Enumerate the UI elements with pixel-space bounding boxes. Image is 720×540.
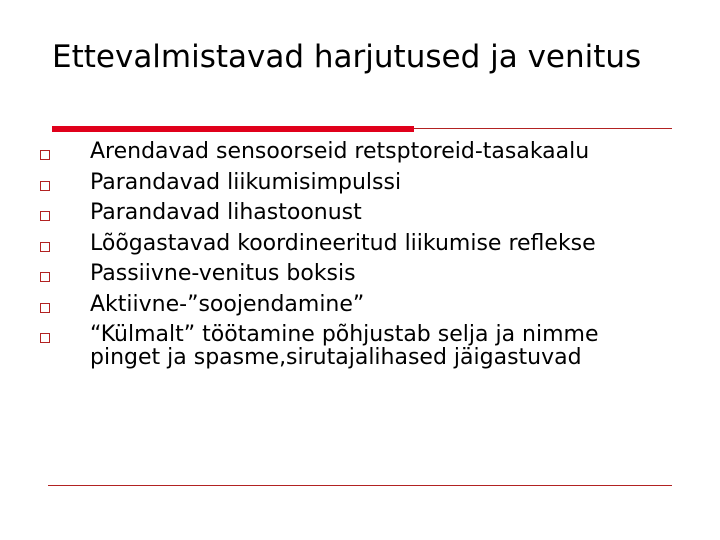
square-bullet-icon (40, 242, 50, 252)
slide-title: Ettevalmistavad harjutused ja venitus (52, 39, 642, 75)
bullet-item (40, 169, 670, 195)
title-divider (52, 126, 672, 132)
bullet-item (40, 291, 670, 317)
square-bullet-icon (40, 150, 50, 160)
square-bullet-icon (40, 181, 50, 191)
bullet-item (40, 263, 670, 286)
footer-divider (48, 485, 672, 486)
square-bullet-icon (40, 211, 50, 221)
title-divider-accent-bar (52, 126, 414, 132)
bullet-item (40, 141, 670, 164)
bullet-text: Passiivne-venitus boksis (90, 261, 356, 286)
bullet-item (40, 202, 670, 225)
bullet-text: Arendavad sensoorseid retsptoreid-tasakaalu (90, 139, 590, 164)
square-bullet-icon (40, 272, 50, 282)
bullet-list (40, 141, 670, 377)
bullet-text: Lõõgastavad koordineeritud liikumise reflekse (90, 230, 596, 256)
bullet-text: Aktiivne-”soojendamine” (90, 291, 365, 317)
bullet-item (40, 230, 670, 256)
bullet-item (40, 324, 670, 369)
bullet-text: “Külmalt” töötamine põhjustab selja ja nimme pinget ja spasme,sirutajalihased jäigastuvad (90, 322, 599, 370)
bullet-text: Parandavad liikumisimpulssi (90, 169, 402, 195)
bullet-text: Parandavad lihastoonust (90, 200, 362, 225)
square-bullet-icon (40, 303, 50, 313)
square-bullet-icon (40, 333, 50, 343)
